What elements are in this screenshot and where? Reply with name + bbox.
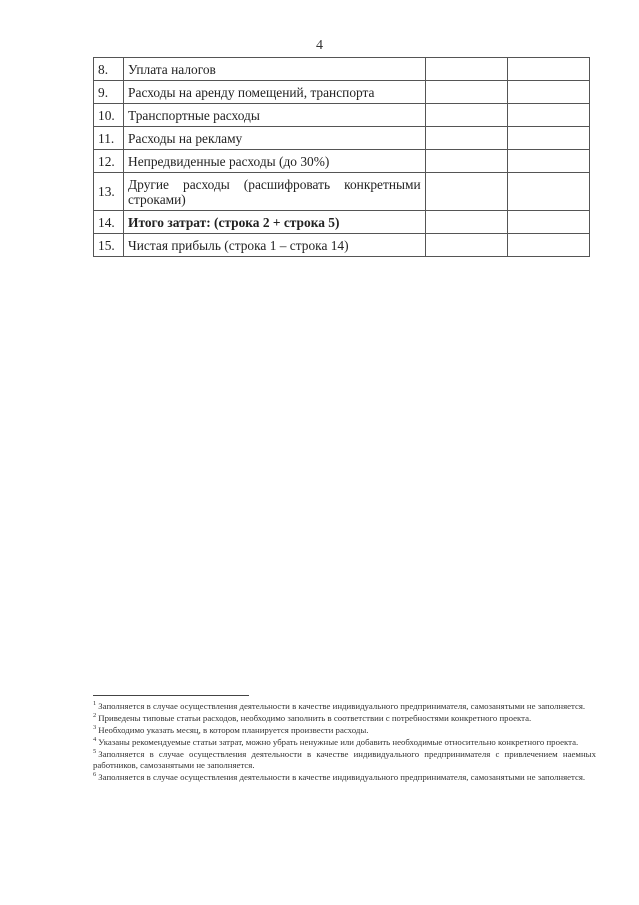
table-row	[94, 58, 590, 81]
table-row	[94, 81, 590, 104]
value-cell[interactable]	[425, 81, 507, 104]
row-label: Непредвиденные расходы (до 30%)	[124, 150, 426, 173]
row-number: 11.	[94, 127, 124, 150]
row-number: 10.	[94, 104, 124, 127]
footnote-mark: 4	[93, 736, 97, 744]
value-cell[interactable]	[507, 81, 589, 104]
row-label: Расходы на рекламу	[124, 127, 426, 150]
expenses-table	[93, 57, 590, 257]
value-cell[interactable]	[425, 127, 507, 150]
footnote	[93, 749, 596, 771]
footnote-text: Указаны рекомендуемые статьи затрат, можно убрать ненужные или добавить необходимые относительно конкретного проекта.	[98, 737, 579, 747]
value-cell[interactable]	[507, 150, 589, 173]
footnote	[93, 737, 596, 748]
table-row	[94, 127, 590, 150]
footnote-mark: 1	[93, 700, 97, 708]
footnote-mark: 2	[93, 712, 97, 720]
row-label: Расходы на аренду помещений, транспорта	[124, 81, 426, 104]
row-number: 12.	[94, 150, 124, 173]
footnote-text: Заполняется в случае осуществления деятельности в качестве индивидуального предпринимателя, самозанятыми не заполняется.	[98, 772, 586, 782]
value-cell[interactable]	[507, 104, 589, 127]
footnote	[93, 772, 596, 783]
row-number: 13.	[94, 173, 124, 211]
table-row	[94, 150, 590, 173]
footnote-mark: 3	[93, 724, 97, 732]
row-label: Чистая прибыль (строка 1 – строка 14)	[124, 234, 426, 257]
value-cell[interactable]	[507, 58, 589, 81]
footnote-text: Приведены типовые статьи расходов, необходимо заполнить в соответствии с потребностями конкретного проекта.	[98, 713, 532, 723]
footnote-text: Заполняется в случае осуществления деятельности в качестве индивидуального предпринимателя, самозанятыми не заполняется.	[98, 701, 586, 711]
page-number: 4	[316, 38, 323, 53]
footnote-separator	[93, 695, 249, 696]
value-cell[interactable]	[425, 58, 507, 81]
value-cell[interactable]	[425, 211, 507, 234]
row-number: 14.	[94, 211, 124, 234]
value-cell[interactable]	[507, 127, 589, 150]
footnote	[93, 725, 596, 736]
table-row	[94, 211, 590, 234]
row-label: Транспортные расходы	[124, 104, 426, 127]
value-cell[interactable]	[507, 173, 589, 211]
table-row	[94, 104, 590, 127]
table-row	[94, 173, 590, 211]
value-cell[interactable]	[507, 211, 589, 234]
value-cell[interactable]	[425, 150, 507, 173]
value-cell[interactable]	[425, 234, 507, 257]
row-label: Другие расходы (расшифровать конкретными строками)	[124, 173, 426, 211]
value-cell[interactable]	[507, 234, 589, 257]
row-label: Уплата налогов	[124, 58, 426, 81]
row-number: 8.	[94, 58, 124, 81]
footnote	[93, 701, 596, 712]
row-number: 9.	[94, 81, 124, 104]
row-label-total: Итого затрат: (строка 2 + строка 5)	[124, 211, 426, 234]
footnote-text: Заполняется в случае осуществления деятельности в качестве индивидуального предпринимателя с привлечением наемных работников, самозанятыми не заполняется.	[93, 749, 596, 770]
footnote-mark: 5	[93, 748, 97, 756]
footnote-text: Необходимо указать месяц, в котором планируется произвести расходы.	[98, 725, 369, 735]
footnote	[93, 713, 596, 724]
footnote-mark: 6	[93, 771, 97, 779]
row-number: 15.	[94, 234, 124, 257]
value-cell[interactable]	[425, 173, 507, 211]
table-row	[94, 234, 590, 257]
value-cell[interactable]	[425, 104, 507, 127]
footnotes	[93, 701, 596, 784]
